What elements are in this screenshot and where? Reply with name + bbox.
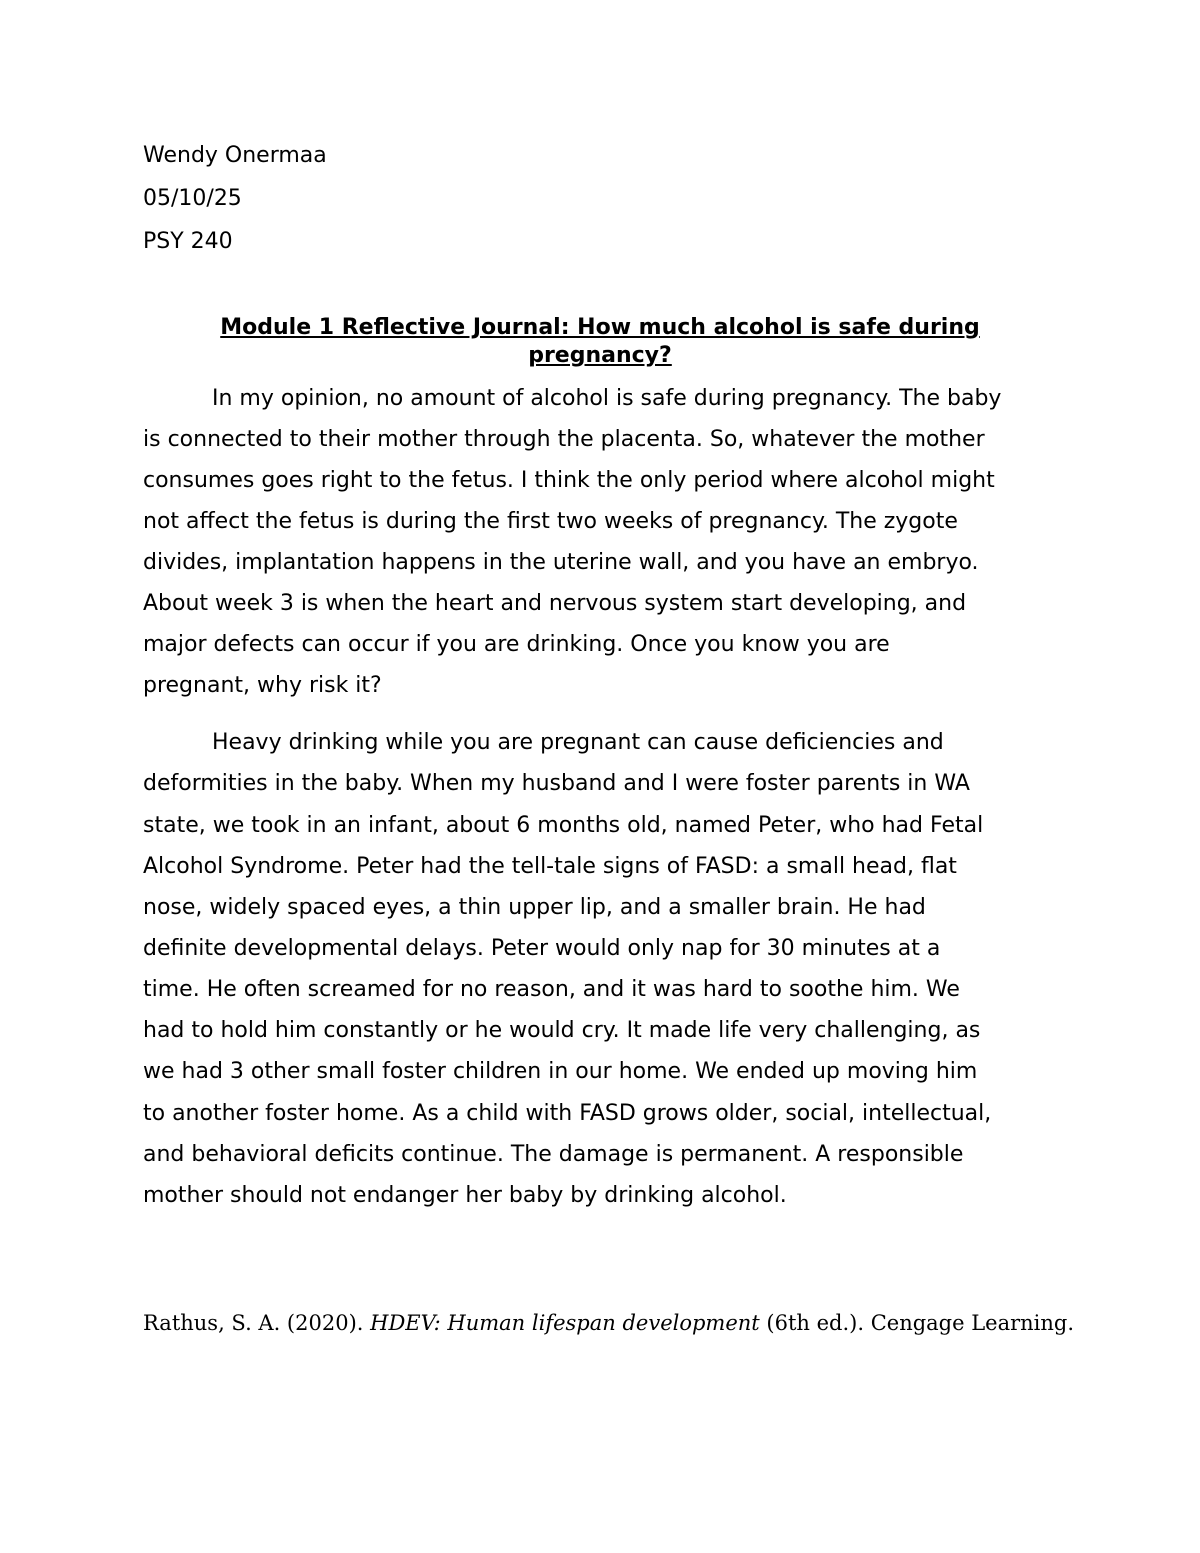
paragraph-line: mother should not endanger her baby by drinking alcohol. bbox=[143, 1183, 787, 1208]
paragraph-line: state, we took in an infant, about 6 months old, named Peter, who had Fetal bbox=[143, 813, 984, 838]
paragraph-line: time. He often screamed for no reason, and it was hard to soothe him. We bbox=[143, 977, 960, 1002]
paragraph-line: definite developmental delays. Peter would only nap for 30 minutes at a bbox=[143, 936, 941, 961]
paragraph-line: and behavioral deficits continue. The damage is permanent. A responsible bbox=[143, 1142, 964, 1167]
title-line: pregnancy? bbox=[528, 343, 672, 368]
paragraph-line: is connected to their mother through the placenta. So, whatever the mother bbox=[143, 427, 985, 452]
submission-date: 05/10/25 bbox=[143, 186, 242, 211]
paragraph-line: deformities in the baby. When my husband and I were foster parents in WA bbox=[143, 771, 970, 796]
paragraph-line: major defects can occur if you are drinking. Once you know you are bbox=[143, 632, 890, 657]
paragraph-line: had to hold him constantly or he would cry. It made life very challenging, as bbox=[143, 1018, 981, 1043]
paragraph-line: Heavy drinking while you are pregnant can cause deficiencies and bbox=[212, 730, 944, 755]
paragraph-line: consumes goes right to the fetus. I think the only period where alcohol might bbox=[143, 468, 995, 493]
paragraph-line: About week 3 is when the heart and nervous system start developing, and bbox=[143, 591, 967, 616]
author-name: Wendy Onermaa bbox=[143, 143, 327, 168]
reference-citation bbox=[143, 1309, 1074, 1337]
paragraph-line: divides, implantation happens in the uterine wall, and you have an embryo. bbox=[143, 550, 979, 575]
paragraph-line: nose, widely spaced eyes, a thin upper lip, and a smaller brain. He had bbox=[143, 895, 926, 920]
reference-book-title: HDEV: Human lifespan development bbox=[370, 1311, 760, 1335]
paragraph-line: Alcohol Syndrome. Peter had the tell-tale signs of FASD: a small head, flat bbox=[143, 854, 957, 879]
paragraph-line: not affect the fetus is during the first two weeks of pregnancy. The zygote bbox=[143, 509, 958, 534]
course-code: PSY 240 bbox=[143, 229, 233, 254]
paragraph-line: In my opinion, no amount of alcohol is safe during pregnancy. The baby bbox=[212, 386, 1002, 411]
reference-publisher: (6th ed.). Cengage Learning. bbox=[759, 1311, 1075, 1335]
document-title bbox=[143, 314, 1057, 370]
paragraph-line: pregnant, why risk it? bbox=[143, 673, 382, 698]
paragraph-line: to another foster home. As a child with FASD grows older, social, intellectual, bbox=[143, 1101, 992, 1126]
paragraph-line: we had 3 other small foster children in our home. We ended up moving him bbox=[143, 1059, 978, 1084]
reference-authors: Rathus, S. A. (2020). bbox=[143, 1311, 371, 1335]
title-line: Module 1 Reflective Journal: How much alcohol is safe during bbox=[220, 315, 980, 340]
